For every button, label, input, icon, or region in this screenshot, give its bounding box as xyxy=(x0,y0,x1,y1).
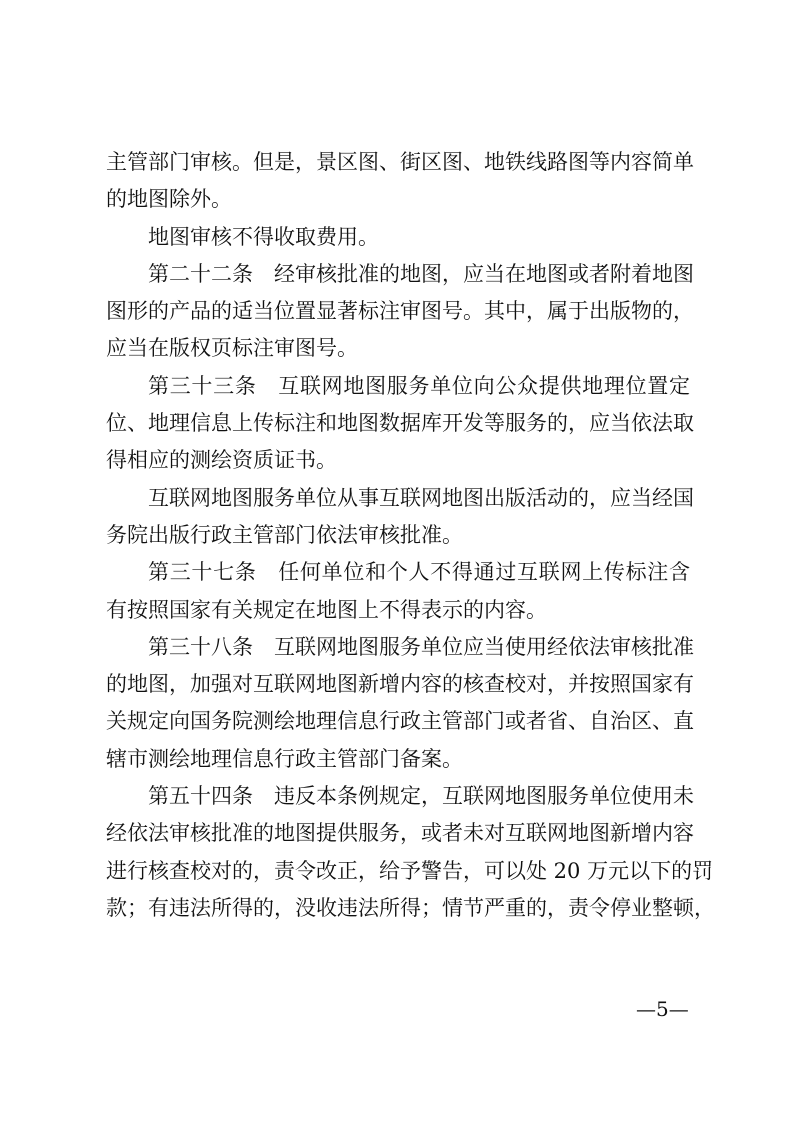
text-line: 得相应的测绘资质证书。 xyxy=(106,448,337,473)
text-line: 位、地理信息上传标注和地图数据库开发等服务的，应当依法取 xyxy=(106,411,694,436)
page-number: —5— xyxy=(636,997,689,1021)
text-line: 款；有违法所得的，没收违法所得；情节严重的，责令停业整顿， xyxy=(106,895,715,920)
text-line: 应当在版权页标注审图号。 xyxy=(106,336,358,361)
text-line: 互联网地图服务单位从事互联网地图出版活动的，应当经国 xyxy=(148,485,694,510)
text-line: 的地图，加强对互联网地图新增内容的核查校对，并按照国家有 xyxy=(106,672,694,697)
text-line: 经依法审核批准的地图提供服务，或者未对互联网地图新增内容 xyxy=(106,821,694,846)
text-line: 有按照国家有关规定在地图上不得表示的内容。 xyxy=(106,597,547,622)
text-line: 主管部门审核。但是，景区图、街区图、地铁线路图等内容简单 xyxy=(106,150,694,174)
text-line: 第三十八条 互联网地图服务单位应当使用经依法审核批准 xyxy=(148,634,694,659)
text-line: 第五十四条 违反本条例规定，互联网地图服务单位使用未 xyxy=(148,784,694,809)
text-line: 务院出版行政主管部门依法审核批准。 xyxy=(106,522,463,547)
text-line: 第三十三条 互联网地图服务单位向公众提供地理位置定 xyxy=(148,373,690,398)
text-line: 第三十七条 任何单位和个人不得通过互联网上传标注含 xyxy=(148,560,690,585)
text-line: 进行核查校对的，责令改正，给予警告，可以处 20 万元以下的罚 xyxy=(106,858,714,883)
text-line: 辖市测绘地理信息行政主管部门备案。 xyxy=(106,746,463,771)
body-text xyxy=(106,144,715,927)
text-line: 第二十二条 经审核批准的地图，应当在地图或者附着地图 xyxy=(148,261,694,286)
text-line: 关规定向国务院测绘地理信息行政主管部门或者省、自治区、直 xyxy=(106,709,694,734)
text-line: 图形的产品的适当位置显著标注审图号。其中，属于出版物的， xyxy=(106,299,694,324)
text-line: 的地图除外。 xyxy=(106,187,232,212)
text-line: 地图审核不得收取费用。 xyxy=(148,224,379,249)
